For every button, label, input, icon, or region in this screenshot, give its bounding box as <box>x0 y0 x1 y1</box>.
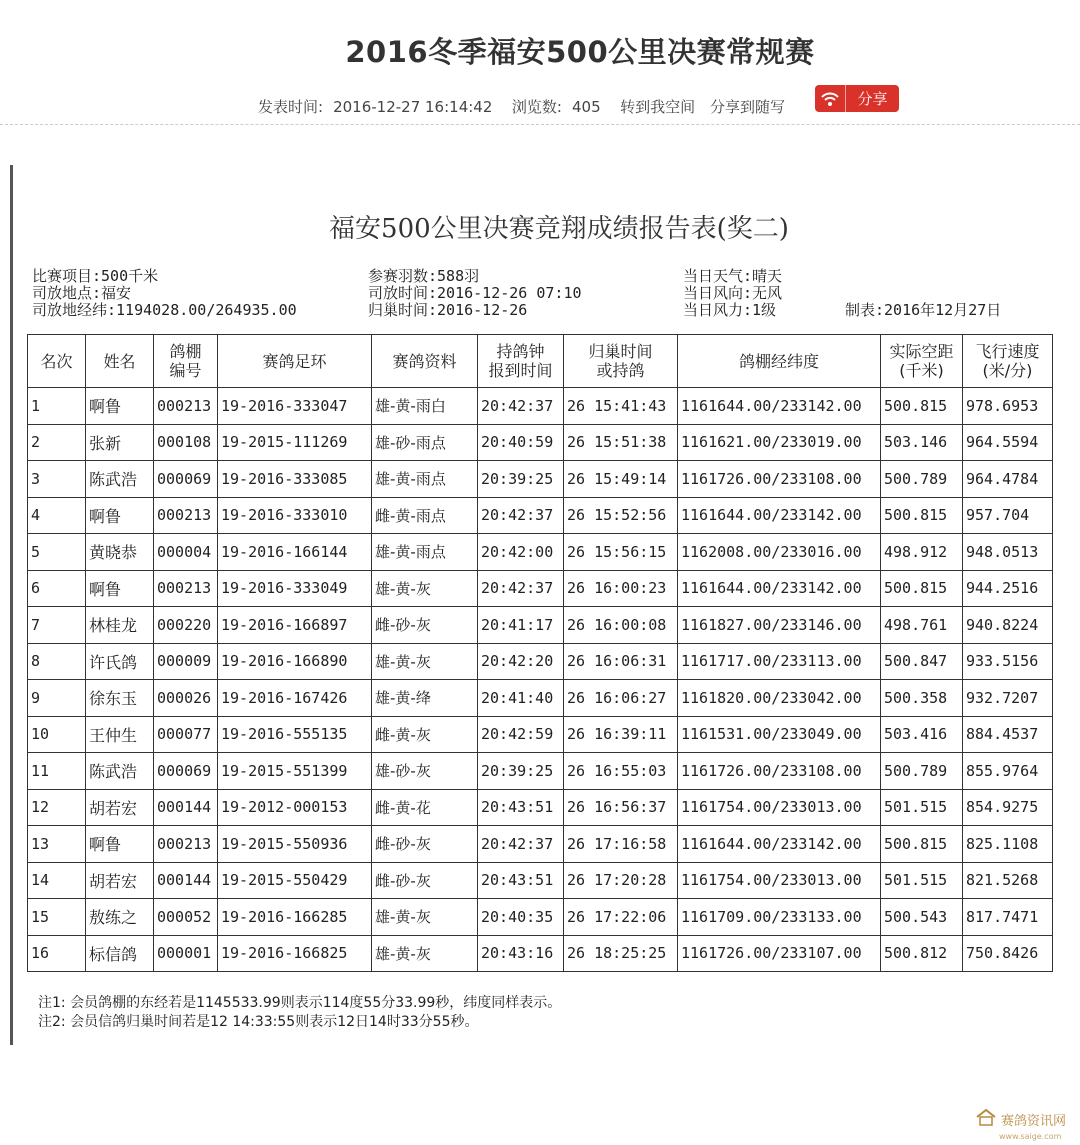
loft-no-cell: 000220 <box>154 607 218 644</box>
clock-time-cell: 20:42:37 <box>478 497 564 534</box>
loft-no-cell: 000069 <box>154 461 218 498</box>
speed-cell: 948.0513 <box>963 534 1053 571</box>
rank-cell: 14 <box>28 862 86 899</box>
col-header-speed <box>963 335 1053 388</box>
rank-cell: 2 <box>28 424 86 461</box>
ring-cell: 19-2016-555135 <box>218 716 372 753</box>
name-cell: 徐东玉 <box>86 680 154 717</box>
clock-time-cell: 20:39:25 <box>478 753 564 790</box>
arrival-cell: 26 17:22:06 <box>564 899 678 936</box>
coords-cell: 1161709.00/233133.00 <box>678 899 881 936</box>
bird-info-cell: 雄-黄-雨点 <box>372 461 478 498</box>
info-weather: 当日天气:晴天 <box>683 267 783 285</box>
clock-time-cell: 20:43:51 <box>478 862 564 899</box>
loft-no-cell: 000213 <box>154 388 218 425</box>
info-wind-direction: 当日风向:无风 <box>683 284 783 302</box>
header-divider <box>0 124 1080 125</box>
table-row <box>28 862 1053 899</box>
coords-cell: 1162008.00/233016.00 <box>678 534 881 571</box>
rank-cell: 6 <box>28 570 86 607</box>
info-release-coords: 司放地经纬:1194028.00/264935.00 <box>32 301 297 319</box>
info-return-time: 归巢时间:2016-12-26 <box>368 301 528 319</box>
name-cell: 林桂龙 <box>86 607 154 644</box>
distance-cell: 500.815 <box>881 570 963 607</box>
ring-cell: 19-2016-166144 <box>218 534 372 571</box>
arrival-cell: 26 16:06:27 <box>564 680 678 717</box>
table-row <box>28 570 1053 607</box>
distance-cell: 500.789 <box>881 461 963 498</box>
info-item: 比赛项目:500千米 <box>32 267 159 285</box>
col-header-line: 持鸽钟 <box>496 342 545 361</box>
ring-cell: 19-2016-333085 <box>218 461 372 498</box>
loft-no-cell: 000004 <box>154 534 218 571</box>
rank-cell: 4 <box>28 497 86 534</box>
loft-no-cell: 000077 <box>154 716 218 753</box>
ring-cell: 19-2016-166285 <box>218 899 372 936</box>
rank-cell: 9 <box>28 680 86 717</box>
speed-cell: 940.8224 <box>963 607 1053 644</box>
posted-time: 2016-12-27 16:14:42 <box>333 98 493 116</box>
footnotes <box>38 994 561 1032</box>
name-cell: 啊鲁 <box>86 826 154 863</box>
col-header-rank: 名次 <box>28 335 86 388</box>
coords-cell: 1161644.00/233142.00 <box>678 826 881 863</box>
col-header-coords: 鸽棚经纬度 <box>678 335 881 388</box>
ring-cell: 19-2016-166897 <box>218 607 372 644</box>
col-header-bird-info: 赛鸽资料 <box>372 335 478 388</box>
name-cell: 啊鲁 <box>86 570 154 607</box>
bird-info-cell: 雌-黄-灰 <box>372 716 478 753</box>
coords-cell: 1161827.00/233146.00 <box>678 607 881 644</box>
rank-cell: 7 <box>28 607 86 644</box>
bird-info-cell: 雄-砂-灰 <box>372 753 478 790</box>
clock-time-cell: 20:41:40 <box>478 680 564 717</box>
speed-cell: 964.5594 <box>963 424 1053 461</box>
ring-cell: 19-2016-167426 <box>218 680 372 717</box>
table-row <box>28 899 1053 936</box>
bird-info-cell: 雌-黄-雨点 <box>372 497 478 534</box>
rank-cell: 3 <box>28 461 86 498</box>
clock-time-cell: 20:42:20 <box>478 643 564 680</box>
distance-cell: 503.146 <box>881 424 963 461</box>
table-row <box>28 643 1053 680</box>
arrival-cell: 26 16:00:08 <box>564 607 678 644</box>
watermark-text: 赛鸽资讯网 <box>1001 1113 1067 1129</box>
arrival-cell: 26 17:20:28 <box>564 862 678 899</box>
distance-cell: 498.761 <box>881 607 963 644</box>
arrival-cell: 26 16:55:03 <box>564 753 678 790</box>
table-row <box>28 716 1053 753</box>
distance-cell: 500.789 <box>881 753 963 790</box>
name-cell: 啊鲁 <box>86 497 154 534</box>
loft-no-cell: 000009 <box>154 643 218 680</box>
distance-cell: 500.847 <box>881 643 963 680</box>
col-header-line: 归巢时间 <box>588 342 653 361</box>
coords-cell: 1161644.00/233142.00 <box>678 388 881 425</box>
distance-cell: 500.358 <box>881 680 963 717</box>
table-row <box>28 753 1053 790</box>
loft-no-cell: 000213 <box>154 826 218 863</box>
loft-no-cell: 000001 <box>154 935 218 972</box>
rank-cell: 16 <box>28 935 86 972</box>
bird-info-cell: 雌-砂-灰 <box>372 862 478 899</box>
info-made-date: 制表:2016年12月27日 <box>845 301 1002 319</box>
col-header-line: (千米) <box>899 361 944 380</box>
table-row <box>28 534 1053 571</box>
ring-cell: 19-2012-000153 <box>218 789 372 826</box>
document-edge-rule <box>10 165 13 1045</box>
arrival-cell: 26 15:52:56 <box>564 497 678 534</box>
wifi-signal-icon <box>815 85 846 112</box>
site-watermark <box>975 1108 1067 1141</box>
bird-info-cell: 雄-黄-雨点 <box>372 534 478 571</box>
bird-info-cell: 雄-黄-灰 <box>372 643 478 680</box>
clock-time-cell: 20:40:35 <box>478 899 564 936</box>
posted-label: 发表时间: <box>258 98 324 116</box>
col-header-line: 或持鸽 <box>596 361 645 380</box>
col-header-line: 实际空距 <box>889 342 954 361</box>
ring-cell: 19-2016-166825 <box>218 935 372 972</box>
coords-cell: 1161820.00/233042.00 <box>678 680 881 717</box>
name-cell: 啊鲁 <box>86 388 154 425</box>
arrival-cell: 26 18:25:25 <box>564 935 678 972</box>
col-header-line: 编号 <box>169 361 202 380</box>
loft-no-cell: 000052 <box>154 899 218 936</box>
loft-no-cell: 000213 <box>154 497 218 534</box>
speed-cell: 944.2516 <box>963 570 1053 607</box>
col-header-distance <box>881 335 963 388</box>
distance-cell: 498.912 <box>881 534 963 571</box>
rank-cell: 11 <box>28 753 86 790</box>
col-header-line: (米/分) <box>982 361 1033 380</box>
rank-cell: 10 <box>28 716 86 753</box>
table-row <box>28 461 1053 498</box>
name-cell: 陈武浩 <box>86 753 154 790</box>
table-row <box>28 935 1053 972</box>
speed-cell: 821.5268 <box>963 862 1053 899</box>
col-header-line: 飞行速度 <box>975 342 1040 361</box>
views-label: 浏览数: <box>511 98 562 116</box>
distance-cell: 503.416 <box>881 716 963 753</box>
rank-cell: 12 <box>28 789 86 826</box>
distance-cell: 500.815 <box>881 388 963 425</box>
clock-time-cell: 20:42:37 <box>478 388 564 425</box>
info-release-place: 司放地点:福安 <box>32 284 132 302</box>
clock-time-cell: 20:43:16 <box>478 935 564 972</box>
ring-cell: 19-2016-333010 <box>218 497 372 534</box>
col-header-clock-time <box>478 335 564 388</box>
footnote-1: 注1: 会员鸽棚的东经若是1145533.99则表示114度55分33.99秒，纬度同样表示。 <box>38 995 562 1011</box>
ring-cell: 19-2015-111269 <box>218 424 372 461</box>
bird-info-cell: 雄-黄-灰 <box>372 570 478 607</box>
table-row <box>28 424 1053 461</box>
name-cell: 胡若宏 <box>86 789 154 826</box>
col-header-line: 鸽棚 <box>169 342 202 361</box>
ring-cell: 19-2016-333047 <box>218 388 372 425</box>
name-cell: 敖练之 <box>86 899 154 936</box>
coords-cell: 1161621.00/233019.00 <box>678 424 881 461</box>
name-cell: 陈武浩 <box>86 461 154 498</box>
name-cell: 黄晓恭 <box>86 534 154 571</box>
speed-cell: 825.1108 <box>963 826 1053 863</box>
bird-info-cell: 雄-黄-绛 <box>372 680 478 717</box>
results-table <box>27 334 1053 972</box>
to-my-space-link[interactable]: 转到我空间 <box>620 98 696 116</box>
distance-cell: 500.815 <box>881 497 963 534</box>
distance-cell: 500.812 <box>881 935 963 972</box>
name-cell: 张新 <box>86 424 154 461</box>
arrival-cell: 26 17:16:58 <box>564 826 678 863</box>
rank-cell: 15 <box>28 899 86 936</box>
report-title: 福安500公里决赛竞翔成绩报告表(奖二) <box>329 214 789 244</box>
clock-time-cell: 20:43:51 <box>478 789 564 826</box>
arrival-cell: 26 15:41:43 <box>564 388 678 425</box>
col-header-name: 姓名 <box>86 335 154 388</box>
coords-cell: 1161726.00/233108.00 <box>678 461 881 498</box>
table-header-row <box>28 335 1053 388</box>
post-meta <box>258 96 795 117</box>
col-header-arrival <box>564 335 678 388</box>
bird-info-cell: 雄-黄-灰 <box>372 935 478 972</box>
distance-cell: 500.543 <box>881 899 963 936</box>
share-button[interactable] <box>815 85 899 112</box>
table-row <box>28 497 1053 534</box>
bird-info-cell: 雌-砂-灰 <box>372 826 478 863</box>
clock-time-cell: 20:41:17 <box>478 607 564 644</box>
speed-cell: 978.6953 <box>963 388 1053 425</box>
loft-no-cell: 000144 <box>154 862 218 899</box>
col-header-ring: 赛鸽足环 <box>218 335 372 388</box>
name-cell: 标信鸽 <box>86 935 154 972</box>
bird-info-cell: 雌-黄-花 <box>372 789 478 826</box>
coords-cell: 1161726.00/233108.00 <box>678 753 881 790</box>
arrival-cell: 26 16:00:23 <box>564 570 678 607</box>
page-title: 2016冬季福安500公里决赛常规赛 <box>345 35 815 69</box>
name-cell: 胡若宏 <box>86 862 154 899</box>
rank-cell: 8 <box>28 643 86 680</box>
coords-cell: 1161644.00/233142.00 <box>678 497 881 534</box>
table-row <box>28 388 1053 425</box>
info-release-time: 司放时间:2016-12-26 07:10 <box>368 284 582 302</box>
col-header-line: 报到时间 <box>488 361 553 380</box>
table-row <box>28 607 1053 644</box>
speed-cell: 933.5156 <box>963 643 1053 680</box>
loft-no-cell: 000026 <box>154 680 218 717</box>
distance-cell: 500.815 <box>881 826 963 863</box>
coords-cell: 1161644.00/233142.00 <box>678 570 881 607</box>
coords-cell: 1161717.00/233113.00 <box>678 643 881 680</box>
loft-no-cell: 000213 <box>154 570 218 607</box>
ring-cell: 19-2015-550429 <box>218 862 372 899</box>
info-wind-force: 当日风力:1级 <box>683 301 777 319</box>
table-row <box>28 789 1053 826</box>
speed-cell: 884.4537 <box>963 716 1053 753</box>
rank-cell: 1 <box>28 388 86 425</box>
coords-cell: 1161531.00/233049.00 <box>678 716 881 753</box>
coords-cell: 1161726.00/233107.00 <box>678 935 881 972</box>
clock-time-cell: 20:42:00 <box>478 534 564 571</box>
arrival-cell: 26 16:56:37 <box>564 789 678 826</box>
name-cell: 许氏鸽 <box>86 643 154 680</box>
bird-info-cell: 雄-黄-雨白 <box>372 388 478 425</box>
watermark-url: www.saige.com <box>999 1132 1062 1141</box>
distance-cell: 501.515 <box>881 862 963 899</box>
footnote-2: 注2: 会员信鸽归巢时间若是12 14:33:55则表示12日14时33分55秒。 <box>38 1014 479 1030</box>
views-count: 405 <box>571 98 601 116</box>
rank-cell: 5 <box>28 534 86 571</box>
speed-cell: 932.7207 <box>963 680 1053 717</box>
clock-time-cell: 20:40:59 <box>478 424 564 461</box>
share-note-link[interactable]: 分享到随写 <box>709 98 785 116</box>
clock-time-cell: 20:42:37 <box>478 570 564 607</box>
name-cell: 王仲生 <box>86 716 154 753</box>
ring-cell: 19-2016-333049 <box>218 570 372 607</box>
speed-cell: 957.704 <box>963 497 1053 534</box>
coords-cell: 1161754.00/233013.00 <box>678 789 881 826</box>
table-row <box>28 826 1053 863</box>
clock-time-cell: 20:42:37 <box>478 826 564 863</box>
arrival-cell: 26 15:56:15 <box>564 534 678 571</box>
bird-info-cell: 雄-砂-雨点 <box>372 424 478 461</box>
loft-no-cell: 000108 <box>154 424 218 461</box>
loft-no-cell: 000144 <box>154 789 218 826</box>
col-header-loft-no <box>154 335 218 388</box>
arrival-cell: 26 16:06:31 <box>564 643 678 680</box>
ring-cell: 19-2016-166890 <box>218 643 372 680</box>
arrival-cell: 26 15:51:38 <box>564 424 678 461</box>
arrival-cell: 26 15:49:14 <box>564 461 678 498</box>
clock-time-cell: 20:42:59 <box>478 716 564 753</box>
info-entries: 参赛羽数:588羽 <box>368 267 480 285</box>
bird-info-cell: 雄-黄-灰 <box>372 899 478 936</box>
speed-cell: 854.9275 <box>963 789 1053 826</box>
rank-cell: 13 <box>28 826 86 863</box>
house-logo-icon <box>975 1108 997 1130</box>
speed-cell: 964.4784 <box>963 461 1053 498</box>
ring-cell: 19-2015-551399 <box>218 753 372 790</box>
distance-cell: 501.515 <box>881 789 963 826</box>
speed-cell: 817.7471 <box>963 899 1053 936</box>
loft-no-cell: 000069 <box>154 753 218 790</box>
table-row <box>28 680 1053 717</box>
arrival-cell: 26 16:39:11 <box>564 716 678 753</box>
speed-cell: 750.8426 <box>963 935 1053 972</box>
bird-info-cell: 雌-砂-灰 <box>372 607 478 644</box>
ring-cell: 19-2015-550936 <box>218 826 372 863</box>
coords-cell: 1161754.00/233013.00 <box>678 862 881 899</box>
speed-cell: 855.9764 <box>963 753 1053 790</box>
share-button-label: 分享 <box>857 90 888 108</box>
clock-time-cell: 20:39:25 <box>478 461 564 498</box>
